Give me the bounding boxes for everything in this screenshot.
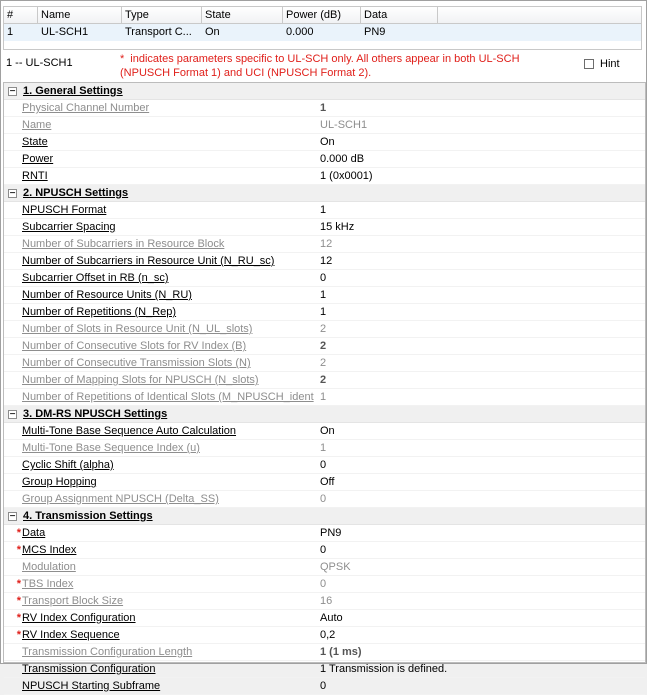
selected-channel-label: 1 -- UL-SCH1	[6, 57, 73, 69]
hint-checkbox[interactable]	[584, 59, 594, 69]
property-label: Data	[22, 527, 46, 539]
property-label: Number of Subcarriers in Resource Unit (N_RU_sc)	[22, 255, 275, 267]
property-value: 1	[320, 102, 327, 114]
table-row[interactable]	[4, 24, 641, 41]
property-label: RV Index Configuration	[22, 612, 136, 624]
property-row-number-of-resource-units-n-ru[interactable]	[4, 287, 645, 304]
cell-state: On	[205, 26, 220, 38]
column-header-power[interactable]: Power (dB)	[283, 7, 361, 24]
section-header[interactable]	[4, 185, 645, 202]
property-label: Physical Channel Number	[22, 102, 150, 114]
property-value[interactable]: 0,2	[320, 629, 336, 641]
property-row-transmission-configuration[interactable]	[4, 661, 645, 678]
note-star: *	[120, 53, 125, 65]
property-label: Group Assignment NPUSCH (Delta_SS)	[22, 493, 219, 505]
property-value[interactable]: 12	[320, 255, 333, 267]
property-row-group-hopping[interactable]	[4, 474, 645, 491]
property-row-rv-index-configuration[interactable]	[4, 610, 645, 627]
column-header-filler	[438, 7, 641, 24]
property-value: 2	[320, 374, 327, 386]
property-value: 0	[320, 578, 327, 590]
property-label: Number of Slots in Resource Unit (N_UL_slots)	[22, 323, 253, 335]
property-value: 12	[320, 238, 333, 250]
property-row-number-of-repetitions-n-rep[interactable]	[4, 304, 645, 321]
property-value[interactable]: 0	[320, 680, 327, 692]
property-label: Group Hopping	[22, 476, 97, 488]
cell-type: Transport C...	[125, 26, 192, 38]
ul-sch-marker: *	[16, 612, 21, 624]
property-label: Multi-Tone Base Sequence Index (u)	[22, 442, 200, 454]
property-label: Number of Consecutive Slots for RV Index (B)	[22, 340, 247, 352]
ul-sch-marker: *	[16, 595, 21, 607]
ul-sch-marker: *	[16, 527, 21, 539]
property-value[interactable]: 0	[320, 272, 327, 284]
property-label: Transport Block Size	[22, 595, 124, 607]
property-grid	[3, 82, 646, 692]
collapse-icon[interactable]: −	[9, 85, 16, 97]
property-label: Transmission Configuration	[22, 663, 156, 675]
property-row-transport-block-size	[4, 593, 645, 610]
property-value: 0	[320, 493, 327, 505]
property-row-modulation	[4, 559, 645, 576]
property-label: Transmission Configuration Length	[22, 646, 193, 658]
property-row-name	[4, 117, 645, 134]
section-title: 1. General Settings	[23, 85, 123, 97]
property-label: Number of Mapping Slots for NPUSCH (N_slots)	[22, 374, 259, 386]
property-value[interactable]: On	[320, 425, 335, 437]
property-row-physical-channel-number	[4, 100, 645, 117]
ul-sch-marker: *	[16, 629, 21, 641]
property-row-subcarrier-spacing[interactable]	[4, 219, 645, 236]
section-title: 2. NPUSCH Settings	[23, 187, 129, 199]
property-value: 16	[320, 595, 333, 607]
property-value[interactable]: 0.000 dB	[320, 153, 365, 165]
property-row-rnti[interactable]	[4, 168, 645, 185]
property-row-npusch-format[interactable]	[4, 202, 645, 219]
property-value: QPSK	[320, 561, 351, 573]
property-value[interactable]: 1	[320, 204, 327, 216]
ul-sch-marker: *	[16, 544, 21, 556]
property-label: Name	[22, 119, 52, 131]
property-value[interactable]: 1	[320, 289, 327, 301]
property-value[interactable]: On	[320, 136, 335, 148]
property-value: 2	[320, 357, 327, 369]
property-label: Subcarrier Offset in RB (n_sc)	[22, 272, 169, 284]
cell-power: 0.000	[286, 26, 314, 38]
property-label: Power	[22, 153, 54, 165]
property-row-number-of-slots-in-resource-unit-n-ul-slots	[4, 321, 645, 338]
property-row-number-of-consecutive-transmission-slots-n	[4, 355, 645, 372]
property-row-transmission-configuration-length	[4, 644, 645, 661]
property-label: Number of Repetitions (N_Rep)	[22, 306, 177, 318]
property-value: 1	[320, 391, 327, 403]
property-row-number-of-mapping-slots-for-npusch-n-slots	[4, 372, 645, 389]
note-text: indicates parameters specific to UL-SCH only. All others appear in both UL-SCH (NPUSCH Format 1) and UCI (NPUSCH Format 2).	[120, 53, 520, 79]
property-label: Number of Subcarriers in Resource Block	[22, 238, 225, 250]
ul-sch-marker: *	[16, 578, 21, 590]
property-label: Number of Repetitions of Identical Slots (M_NPUSCH_ident	[22, 391, 314, 403]
cell-name: UL-SCH1	[41, 26, 89, 38]
property-value: 1	[320, 442, 327, 454]
property-row-group-assignment-npusch-delta-ss	[4, 491, 645, 508]
property-label: Number of Consecutive Transmission Slots (N)	[22, 357, 251, 369]
property-row-power[interactable]	[4, 151, 645, 168]
property-label: Subcarrier Spacing	[22, 221, 116, 233]
property-row-rv-index-sequence[interactable]	[4, 627, 645, 644]
property-row-number-of-consecutive-slots-for-rv-index-b	[4, 338, 645, 355]
property-row-cyclic-shift-alpha[interactable]	[4, 457, 645, 474]
section-title: 4. Transmission Settings	[23, 510, 153, 522]
column-header-name[interactable]: Name	[38, 7, 122, 24]
property-value[interactable]: 1 Transmission is defined.	[320, 663, 448, 675]
collapse-icon[interactable]: −	[9, 187, 16, 199]
section-title: 3. DM-RS NPUSCH Settings	[23, 408, 168, 420]
cell-data: PN9	[364, 26, 386, 38]
property-value: UL-SCH1	[320, 119, 368, 131]
property-label: NPUSCH Starting Subframe	[22, 680, 161, 692]
property-row-multi-tone-base-sequence-auto-calculation[interactable]	[4, 423, 645, 440]
property-label: State	[22, 136, 48, 148]
cell-number: 1	[7, 26, 14, 38]
column-header-type[interactable]: Type	[122, 7, 202, 24]
property-value: 2	[320, 323, 327, 335]
property-row-number-of-repetitions-of-identical-slots-m-npusch-ident	[4, 389, 645, 406]
property-row-number-of-subcarriers-in-resource-block	[4, 236, 645, 253]
ul-sch-note	[120, 52, 555, 80]
property-value[interactable]: 1 (0x0001)	[320, 170, 373, 182]
property-value[interactable]: PN9	[320, 527, 342, 539]
property-value: 2	[320, 340, 327, 352]
column-header-number[interactable]: #	[4, 7, 38, 24]
property-label: Number of Resource Units (N_RU)	[22, 289, 192, 301]
column-header-state[interactable]: State	[202, 7, 283, 24]
property-row-number-of-subcarriers-in-resource-unit-n-ru-sc[interactable]	[4, 253, 645, 270]
channel-table	[3, 6, 642, 50]
section-header[interactable]	[4, 406, 645, 423]
property-label: Multi-Tone Base Sequence Auto Calculation	[22, 425, 237, 437]
column-header-data[interactable]: Data	[361, 7, 438, 24]
property-label: RNTI	[22, 170, 48, 182]
section-header[interactable]	[4, 508, 645, 525]
property-label: NPUSCH Format	[22, 204, 107, 216]
hint-label: Hint	[600, 58, 620, 70]
property-value[interactable]: 0	[320, 459, 327, 471]
hint-toggle[interactable]	[584, 58, 620, 70]
property-row-npusch-starting-subframe[interactable]	[4, 678, 645, 695]
property-row-data[interactable]	[4, 525, 645, 542]
property-value[interactable]: Off	[320, 476, 335, 488]
collapse-icon[interactable]: −	[9, 408, 16, 420]
property-label: RV Index Sequence	[22, 629, 120, 641]
property-value[interactable]: 1	[320, 306, 327, 318]
property-value[interactable]: Auto	[320, 612, 343, 624]
section-header[interactable]	[4, 83, 645, 100]
property-label: Modulation	[22, 561, 76, 573]
property-row-subcarrier-offset-in-rb-n-sc[interactable]	[4, 270, 645, 287]
property-row-tbs-index	[4, 576, 645, 593]
property-value: 1 (1 ms)	[320, 646, 362, 658]
property-label: Cyclic Shift (alpha)	[22, 459, 114, 471]
property-row-multi-tone-base-sequence-index-u	[4, 440, 645, 457]
property-label: TBS Index	[22, 578, 74, 590]
collapse-icon[interactable]: −	[9, 510, 16, 522]
property-value[interactable]: 0	[320, 544, 327, 556]
property-label: MCS Index	[22, 544, 77, 556]
channel-table-header	[4, 7, 641, 24]
property-row-mcs-index[interactable]	[4, 542, 645, 559]
property-row-state[interactable]	[4, 134, 645, 151]
property-value[interactable]: 15 kHz	[320, 221, 355, 233]
